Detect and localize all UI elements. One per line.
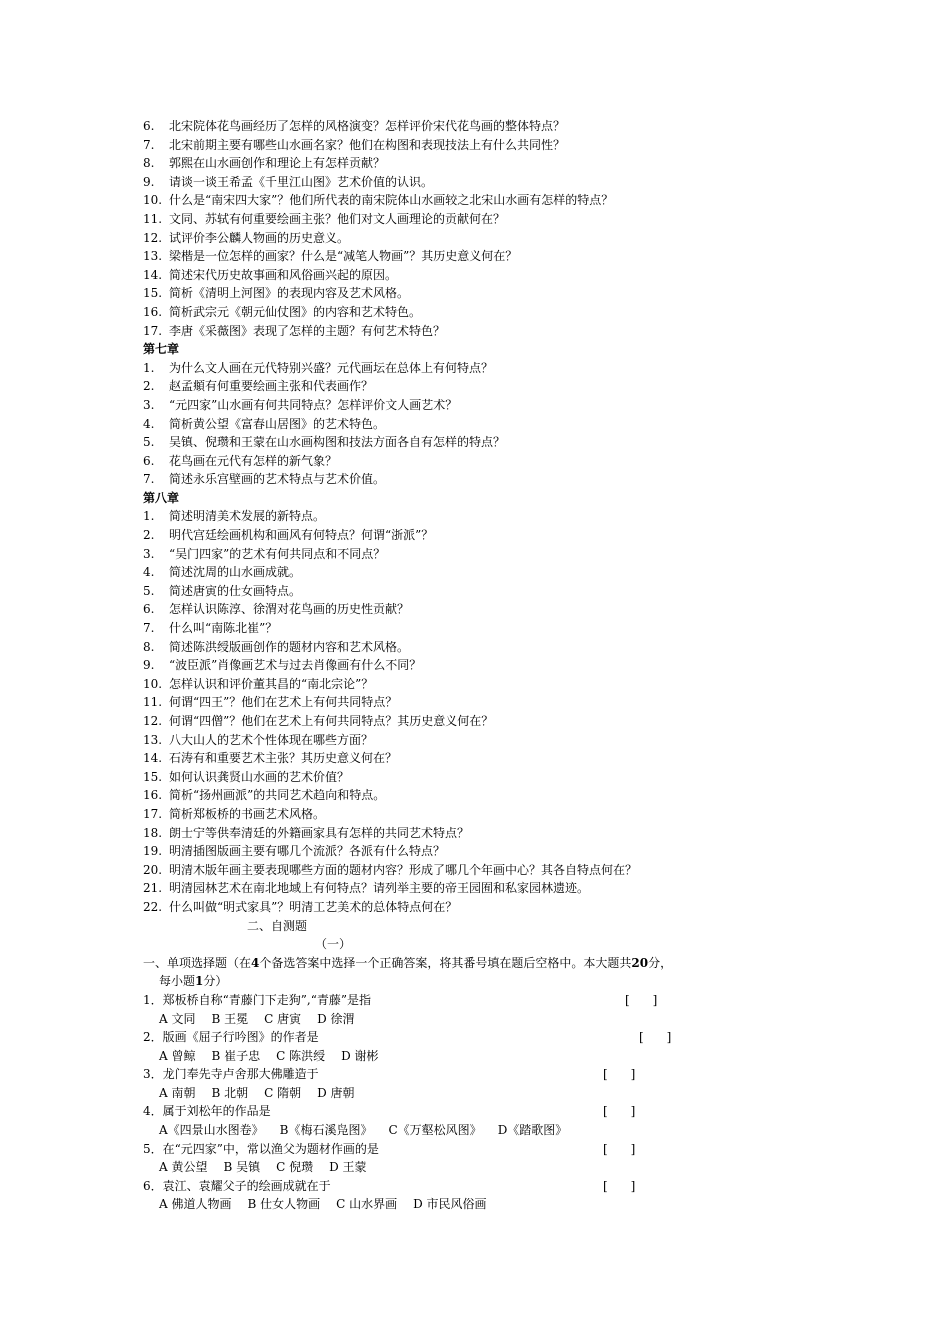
mc-options — [143, 1010, 823, 1029]
question-number: 13. — [143, 249, 163, 264]
mc-stem: 1．郑板桥自称“青藤门下走狗”,“青藤”是指 — [143, 992, 371, 1007]
question-text: 花鸟画在元代有怎样的新气象？ — [169, 453, 338, 468]
question-item — [143, 805, 823, 824]
question-text: 简述永乐宫壁画的艺术特点与艺术价值。 — [169, 472, 386, 487]
question-item — [143, 619, 823, 638]
question-text: 北宋前期主要有哪些山水画名家？他们在构图和表现技法上有什么共同性？ — [169, 137, 566, 152]
question-item — [143, 396, 823, 415]
question-text: 试评价李公麟人物画的历史意义。 — [169, 230, 350, 245]
question-text: 吴镇、倪瓒和王蒙在山水画构图和技法方面各自有怎样的特点？ — [169, 435, 506, 450]
question-number: 7. — [143, 621, 155, 636]
question-text: 简析“扬州画派”的共同艺术趋向和特点。 — [169, 788, 386, 803]
question-text: 赵孟頫有何重要绘画主张和代表画作？ — [169, 379, 374, 394]
question-item — [143, 600, 823, 619]
question-item — [143, 712, 823, 731]
mc-stem: 2．版画《屈子行吟图》的作者是 — [143, 1030, 319, 1045]
mc-option: A 文同 — [159, 1011, 196, 1026]
question-number: 9. — [143, 174, 155, 189]
question-text: 明清插图版画主要有哪几个流派？各派有什么特点？ — [169, 844, 446, 859]
question-number: 6. — [143, 602, 155, 617]
question-number: 1. — [143, 360, 155, 375]
question-item — [143, 247, 823, 266]
mc-option: C 山水界画 — [336, 1197, 398, 1212]
question-text: 简述沈周的山水画成就。 — [169, 565, 302, 580]
question-text: 李唐《采薇图》表现了怎样的主题？有何艺术特色？ — [169, 323, 446, 338]
question-number: 3. — [143, 397, 155, 412]
question-number: 17. — [143, 806, 163, 821]
question-item — [143, 879, 823, 898]
question-text: 什么叫“南陈北崔”？ — [169, 621, 278, 636]
mc-option: B《梅石溪凫图》 — [279, 1123, 373, 1138]
subsection-heading: （一） — [315, 937, 352, 952]
mc-option: D 王蒙 — [329, 1160, 367, 1175]
question-number: 7. — [143, 137, 155, 152]
question-item — [143, 210, 823, 229]
question-item — [143, 415, 823, 434]
question-item — [143, 898, 823, 917]
document-page — [143, 117, 823, 1214]
question-item — [143, 526, 823, 545]
question-number: 21. — [143, 881, 163, 896]
question-number: 5. — [143, 435, 155, 450]
mc-option: D《踏歌图》 — [497, 1123, 568, 1138]
instructions — [143, 954, 823, 973]
mc-question — [143, 1177, 823, 1196]
question-text: 如何认识龚贤山水画的艺术价值？ — [169, 769, 350, 784]
question-number: 5. — [143, 583, 155, 598]
question-number: 1. — [143, 509, 155, 524]
question-item — [143, 229, 823, 248]
question-item — [143, 675, 823, 694]
mc-option: D 徐渭 — [317, 1011, 355, 1026]
instructions-number: 1 — [195, 974, 204, 989]
mc-question — [143, 1102, 823, 1121]
question-number: 14. — [143, 267, 163, 282]
question-text: “元四家”山水画有何共同特点？怎样评价文人画艺术？ — [169, 397, 458, 412]
question-text: 请谈一谈王希孟《千里江山图》艺术价值的认识。 — [169, 174, 434, 189]
question-item — [143, 749, 823, 768]
question-number: 19. — [143, 844, 163, 859]
question-item — [143, 842, 823, 861]
question-item — [143, 173, 823, 192]
question-item — [143, 359, 823, 378]
question-text: 什么叫做“明式家具”？明清工艺美术的总体特点何在？ — [169, 899, 458, 914]
instructions-number: 20 — [631, 955, 649, 970]
mc-options — [143, 1195, 823, 1214]
mc-option: A 佛道人物画 — [159, 1197, 232, 1212]
question-number: 9. — [143, 658, 155, 673]
instructions-text: 个备选答案中选择一个正确答案，将其番号填在题后空格中。本大题共 — [259, 955, 632, 970]
question-item — [143, 452, 823, 471]
question-number: 6. — [143, 119, 155, 133]
mc-option: D 市民风俗画 — [413, 1197, 487, 1212]
chapter-heading: 第七章 — [143, 342, 180, 357]
question-number: 12. — [143, 230, 163, 245]
answer-blank[interactable]: [ ] — [603, 1067, 636, 1082]
question-number: 11. — [143, 211, 163, 226]
question-text: 简述陈洪绶版画创作的题材内容和艺术风格。 — [169, 639, 410, 654]
mc-stem: 5．在“元四家”中，常以渔父为题材作画的是 — [143, 1141, 379, 1156]
chapter-heading: 第八章 — [143, 490, 180, 505]
section-heading: 二、自测题 — [247, 918, 308, 933]
mc-option: D 唐朝 — [317, 1085, 355, 1100]
chapter6-questions — [143, 117, 823, 340]
question-number: 8. — [143, 156, 155, 171]
question-text: 怎样认识陈淳、徐渭对花鸟画的历史性贡献？ — [169, 602, 410, 617]
mc-option: A 南朝 — [159, 1085, 196, 1100]
question-text: 怎样认识和评价董其昌的“南北宗论”？ — [169, 676, 374, 691]
question-number: 12. — [143, 714, 163, 728]
question-number: 4. — [143, 416, 155, 431]
question-number: 8. — [143, 639, 155, 654]
question-text: 朗士宁等供奉清廷的外籍画家具有怎样的共同艺术特点？ — [169, 825, 470, 840]
instructions-text: 分， — [648, 955, 673, 970]
question-text: 何谓“四王”？他们在艺术上有何共同特点？ — [169, 695, 398, 710]
question-number: 17. — [143, 323, 163, 338]
mc-option: C《万壑松风图》 — [388, 1123, 482, 1138]
chapter7-questions — [143, 359, 823, 489]
answer-blank[interactable]: [ ] — [603, 1141, 636, 1156]
question-number: 3. — [143, 546, 155, 561]
mc-question — [143, 1028, 823, 1047]
question-item — [143, 786, 823, 805]
instructions-text: 一、单项选择题（在 — [143, 955, 252, 970]
question-item — [143, 545, 823, 564]
question-text: 简述明清美术发展的新特点。 — [169, 509, 326, 524]
question-number: 16. — [143, 788, 163, 803]
question-text: 什么是“南宋四大家”？他们所代表的南宋院体山水画较之北宋山水画有怎样的特点？ — [169, 193, 614, 208]
question-text: “吴门四家”的艺术有何共同点和不同点？ — [169, 546, 386, 561]
mc-option: A 黄公望 — [159, 1160, 208, 1175]
question-item — [143, 638, 823, 657]
question-number: 22. — [143, 899, 163, 914]
question-number: 16. — [143, 304, 163, 319]
question-item — [143, 470, 823, 489]
question-item — [143, 136, 823, 155]
mc-option: C 倪瓒 — [276, 1160, 314, 1175]
answer-blank[interactable]: [ ] — [639, 1030, 672, 1045]
mc-stem: 3．龙门奉先寺卢舍那大佛雕造于 — [143, 1067, 319, 1082]
question-text: 明清园林艺术在南北地域上有何特点？请列举主要的帝王园囿和私家园林遗迹。 — [169, 881, 590, 896]
question-item — [143, 117, 823, 136]
mc-option: B 仕女人物画 — [247, 1197, 321, 1212]
question-item — [143, 582, 823, 601]
question-number: 15. — [143, 286, 163, 301]
mc-stem: 4．属于刘松年的作品是 — [143, 1104, 271, 1119]
question-item — [143, 507, 823, 526]
question-text: 明清木版年画主要表现哪些方面的题材内容？形成了哪几个年画中心？其各自特点何在？ — [169, 862, 638, 877]
mc-question — [143, 1140, 823, 1159]
instructions-text: 分） — [203, 974, 228, 989]
question-number: 2. — [143, 379, 155, 394]
question-text: 梁楷是一位怎样的画家？什么是“减笔人物画”？其历史意义何在？ — [169, 249, 518, 264]
question-item — [143, 768, 823, 787]
mc-option: B 北朝 — [211, 1085, 249, 1100]
question-text: 简析郑板桥的书画艺术风格。 — [169, 806, 326, 821]
mc-option: C 陈洪绶 — [276, 1048, 326, 1063]
question-item — [143, 861, 823, 880]
question-number: 20. — [143, 862, 163, 877]
instructions-continued — [143, 972, 823, 991]
question-number: 15. — [143, 769, 163, 784]
mc-option: B 王冕 — [211, 1011, 249, 1026]
question-text: 郭熙在山水画创作和理论上有怎样贡献？ — [169, 156, 386, 171]
question-item — [143, 433, 823, 452]
multiple-choice-list — [143, 991, 823, 1214]
mc-question — [143, 991, 823, 1010]
instructions-number: 4 — [251, 955, 260, 970]
question-item — [143, 563, 823, 582]
question-item — [143, 377, 823, 396]
question-text: 八大山人的艺术个性体现在哪些方面？ — [169, 732, 374, 747]
question-number: 10. — [143, 676, 163, 691]
question-text: 何谓“四僧”？他们在艺术上有何共同特点？其历史意义何在？ — [169, 714, 494, 728]
answer-blank[interactable]: [ ] — [603, 1178, 636, 1193]
question-item — [143, 266, 823, 285]
mc-options — [143, 1121, 823, 1140]
mc-option: A《四景山水图卷》 — [159, 1123, 264, 1138]
mc-stem: 6．袁江、袁耀父子的绘画成就在于 — [143, 1178, 331, 1193]
mc-option: C 隋朝 — [264, 1085, 302, 1100]
instructions-text: 每小题 — [159, 974, 196, 989]
question-item — [143, 154, 823, 173]
mc-option: B 吴镇 — [223, 1160, 261, 1175]
question-text: 简析《清明上河图》的表现内容及艺术风格。 — [169, 286, 410, 301]
question-item — [143, 303, 823, 322]
question-text: 为什么文人画在元代特别兴盛？元代画坛在总体上有何特点？ — [169, 360, 494, 375]
question-number: 10. — [143, 193, 163, 208]
question-number: 13. — [143, 732, 163, 747]
question-number: 4. — [143, 565, 155, 580]
mc-option: A 曾鲸 — [159, 1048, 196, 1063]
question-item — [143, 322, 823, 341]
question-text: 简析武宗元《朝元仙仗图》的内容和艺术特色。 — [169, 304, 422, 319]
question-number: 18. — [143, 825, 163, 840]
mc-option: B 崔子忠 — [211, 1048, 261, 1063]
mc-question — [143, 1065, 823, 1084]
question-item — [143, 656, 823, 675]
question-text: 北宋院体花鸟画经历了怎样的风格演变？怎样评价宋代花鸟画的整体特点？ — [169, 119, 566, 133]
question-text: 文同、苏轼有何重要绘画主张？他们对文人画理论的贡献何在？ — [169, 211, 506, 226]
question-item — [143, 824, 823, 843]
answer-blank[interactable]: [ ] — [603, 1104, 636, 1119]
mc-option: D 谢彬 — [341, 1048, 379, 1063]
mc-options — [143, 1084, 823, 1103]
question-number: 6. — [143, 453, 155, 468]
question-text: 简述唐寅的仕女画特点。 — [169, 583, 302, 598]
mc-options — [143, 1158, 823, 1177]
question-number: 2. — [143, 528, 155, 543]
question-number: 11. — [143, 695, 163, 710]
question-text: 明代宫廷绘画机构和画风有何特点？何谓“浙派”？ — [169, 528, 434, 543]
question-number: 14. — [143, 751, 163, 766]
question-text: 简析黄公望《富春山居图》的艺术特色。 — [169, 416, 386, 431]
question-item — [143, 284, 823, 303]
question-item — [143, 731, 823, 750]
question-item — [143, 693, 823, 712]
mc-option: C 唐寅 — [264, 1011, 302, 1026]
chapter8-questions — [143, 507, 823, 916]
question-text: 石涛有和重要艺术主张？其历史意义何在？ — [169, 751, 398, 766]
mc-options — [143, 1047, 823, 1066]
question-item — [143, 191, 823, 210]
question-number: 7. — [143, 472, 155, 487]
question-text: “波臣派”肖像画艺术与过去肖像画有什么不同？ — [169, 658, 422, 673]
answer-blank[interactable]: [ ] — [625, 992, 658, 1007]
question-text: 简述宋代历史故事画和风俗画兴起的原因。 — [169, 267, 398, 282]
